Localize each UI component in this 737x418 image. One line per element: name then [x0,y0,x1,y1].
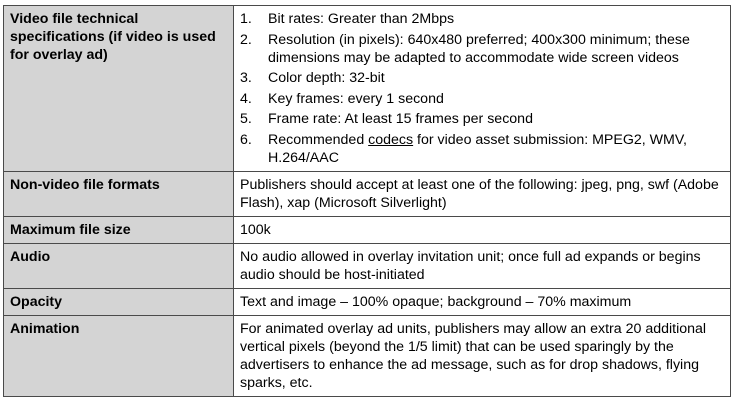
row-value-max-file-size: 100k [234,216,731,243]
table-row [4,6,731,172]
list-item-text-post: for video asset submission: MPEG2, WMV, H.264/AAC [268,131,687,166]
codecs-link[interactable]: codecs [368,131,414,148]
list-item-number: 1. [240,11,252,27]
list-item-number: 5. [240,111,252,127]
list-item-text: Color depth: 32-bit [268,70,385,86]
row-value-opacity: Text and image – 100% opaque; background – 70% maximum [234,288,731,315]
list-item [240,110,724,128]
row-value-file-formats: Publishers should accept at least one of the following: jpeg, png, swf (Adobe Flash), xap (Microsoft Silverlight) [234,171,731,216]
list-item [240,69,724,87]
list-item [240,131,724,167]
table-row [4,288,731,315]
list-item-text: Frame rate: At least 15 frames per second [268,111,533,127]
list-item [240,10,724,28]
row-value-animation: For animated overlay ad units, publishers may allow an extra 20 additional vertical pixels (beyond the 1/5 limit) that can be used sparingly by the advertisers to enhance the ad message, such as for drop shadows, flying sparks, etc. [234,315,731,396]
video-spec-list [240,10,724,167]
list-item-number: 2. [240,31,252,48]
list-item-text: Bit rates: Greater than 2Mbps [268,11,455,27]
list-item-text-pre: Recommended [268,131,369,148]
list-item [240,31,724,67]
list-item-number: 6. [240,131,252,148]
row-label-file-formats: Non-video file formats [4,171,234,216]
spec-table [3,5,731,397]
row-label-max-file-size: Maximum file size [4,216,234,243]
list-item-number: 3. [240,70,252,86]
row-label-animation: Animation [4,315,234,396]
table-row [4,216,731,243]
table-row [4,243,731,288]
list-item [240,90,724,108]
table-row [4,315,731,396]
row-label-opacity: Opacity [4,288,234,315]
list-item-text: Key frames: every 1 second [268,90,444,107]
table-row [4,171,731,216]
row-value-video-specs [234,6,731,172]
row-value-audio: No audio allowed in overlay invitation unit; once full ad expands or begins audio should be host-initiated [234,243,731,288]
list-item-text: Resolution (in pixels): 640x480 preferred; 400x300 minimum; these dimensions may be adapted to accommodate wide screen videos [268,31,690,66]
row-label-audio: Audio [4,243,234,288]
row-label-video-specs: Video file technical specifications (if video is used for overlay ad) [4,6,234,172]
list-item-number: 4. [240,90,252,107]
